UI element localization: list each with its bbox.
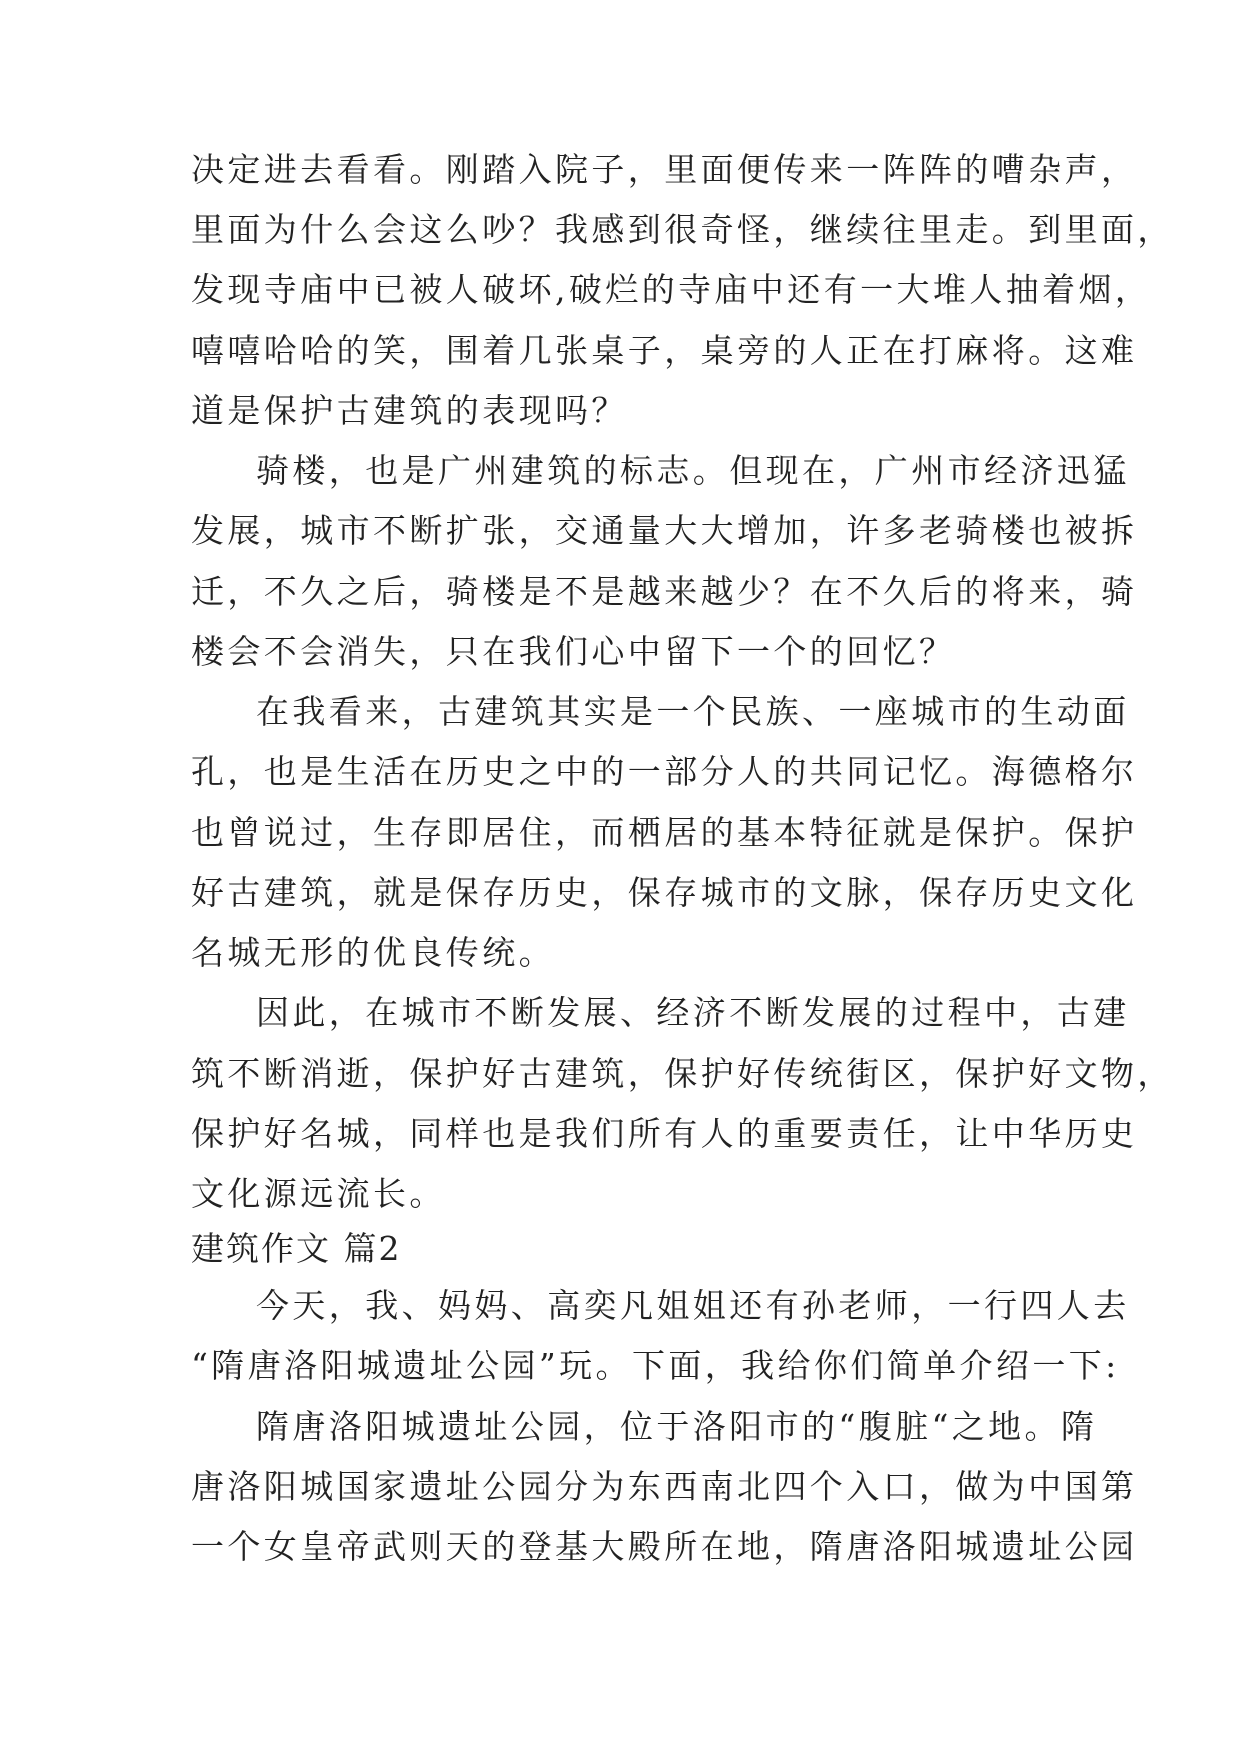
paragraph-line: 发现寺庙中已被人破坏,破烂的寺庙中还有一大堆人抽着烟， — [191, 270, 1152, 309]
paragraph-line: 今天，我、妈妈、高奕凡姐姐还有孙老师，一行四人去 — [256, 1286, 1130, 1325]
paragraph-line: 名城无形的优良传统。 — [191, 933, 555, 972]
paragraph-line: 保护好名城，同样也是我们所有人的重要责任，让中华历史 — [191, 1114, 1138, 1153]
paragraph-line: 孔，也是生活在历史之中的一部分人的共同记忆。海德格尔 — [191, 752, 1138, 791]
paragraph-line: “隋唐洛阳城遗址公园”玩。下面，我给你们简单介绍一下: — [191, 1346, 1120, 1385]
paragraph-line: 文化源远流长。 — [191, 1174, 446, 1213]
paragraph-line: 迁，不久之后，骑楼是不是越来越少？在不久后的将来，骑 — [191, 572, 1138, 611]
paragraph-line: 在我看来，古建筑其实是一个民族、一座城市的生动面 — [256, 692, 1130, 731]
paragraph-line: 好古建筑，就是保存历史，保存城市的文脉，保存历史文化 — [191, 873, 1138, 912]
paragraph-line: 隋唐洛阳城遗址公园，位于洛阳市的“腹脏“之地。隋 — [256, 1407, 1098, 1446]
paragraph-line: 骑楼，也是广州建筑的标志。但现在，广州市经济迅猛 — [256, 451, 1130, 490]
paragraph-line: 一个女皇帝武则天的登基大殿所在地，隋唐洛阳城遗址公园 — [191, 1527, 1138, 1566]
paragraph-line: 发展，城市不断扩张，交通量大大增加，许多老骑楼也被拆 — [191, 511, 1138, 550]
paragraph-line: 楼会不会消失，只在我们心中留下一个的回忆？ — [191, 632, 956, 671]
paragraph-line: 道是保护古建筑的表现吗？ — [191, 391, 628, 430]
paragraph-line: 因此，在城市不断发展、经济不断发展的过程中，古建 — [256, 993, 1130, 1032]
paragraph-line: 唐洛阳城国家遗址公园分为东西南北四个入口，做为中国第 — [191, 1467, 1138, 1506]
section-heading: 建筑作文 篇2 — [191, 1229, 402, 1268]
paragraph-line: 嘻嘻哈哈的笑，围着几张桌子，桌旁的人正在打麻将。这难 — [191, 331, 1138, 370]
paragraph-line: 里面为什么会这么吵？我感到很奇怪，继续往里走。到里面， — [191, 210, 1174, 249]
paragraph-line: 决定进去看看。刚踏入院子，里面便传来一阵阵的嘈杂声， — [191, 150, 1138, 189]
paragraph-line: 筑不断消逝，保护好古建筑，保护好传统街区，保护好文物， — [191, 1054, 1174, 1093]
paragraph-line: 也曾说过，生存即居住，而栖居的基本特征就是保护。保护 — [191, 813, 1138, 852]
